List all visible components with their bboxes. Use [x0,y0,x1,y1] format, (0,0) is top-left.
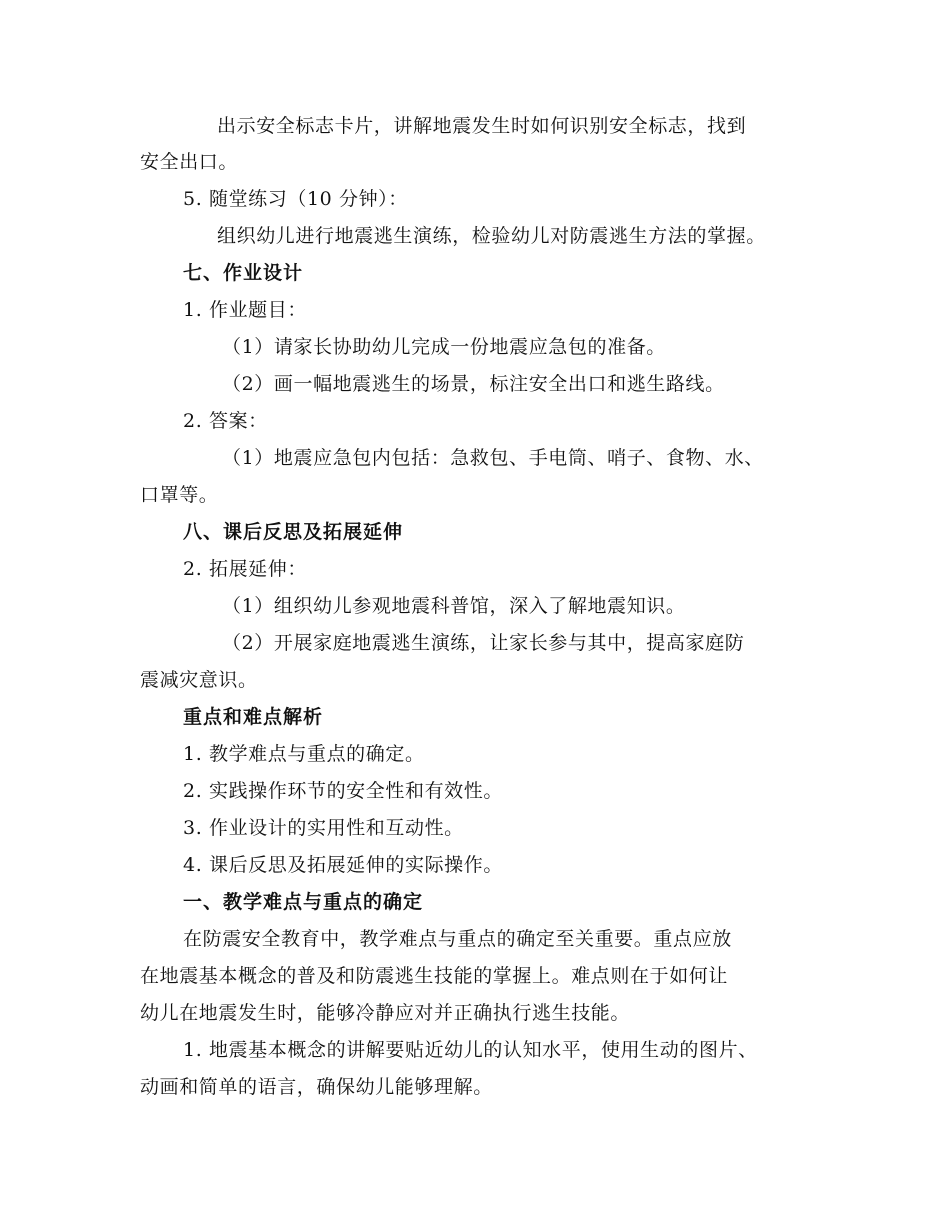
section-heading: 八、课后反思及拓展延伸 [183,521,404,543]
paragraph-line: 在防震安全教育中，教学难点与重点的确定至关重要。重点应放 [183,928,732,950]
list-item: 3. 作业设计的实用性和互动性。 [183,817,464,839]
list-item: 4. 课后反思及拓展延伸的实际操作。 [183,854,503,876]
sub-list-item: （2）画一幅地震逃生的场景，标注安全出口和逃生路线。 [222,373,725,395]
section-heading: 一、教学难点与重点的确定 [183,891,424,913]
text-line: 震减灾意识。 [140,669,258,691]
section-heading: 七、作业设计 [183,262,304,284]
text-line: 安全出口。 [140,151,239,173]
list-item: 1. 作业题目： [183,299,307,321]
list-item: 1. 地震基本概念的讲解要贴近幼儿的认知水平，使用生动的图片、 [183,1039,758,1061]
text-line: 组织幼儿进行地震逃生演练，检验幼儿对防震逃生方法的掌握。 [217,225,766,247]
list-item: 2. 实践操作环节的安全性和有效性。 [183,780,503,802]
list-item: 5. 随堂练习（10 分钟）： [183,188,408,210]
list-item: 2. 答案： [183,410,268,432]
sub-list-item: （1）组织幼儿参观地震科普馆，深入了解地震知识。 [222,595,686,617]
list-item: 2. 拓展延伸： [183,558,307,580]
list-item: 1. 教学难点与重点的确定。 [183,743,425,765]
section-heading: 重点和难点解析 [183,706,324,728]
paragraph-line: 在地震基本概念的普及和防震逃生技能的掌握上。难点则在于如何让 [140,965,729,987]
text-line: 动画和简单的语言，确保幼儿能够理解。 [140,1076,493,1098]
text-line: 出示安全标志卡片，讲解地震发生时如何识别安全标志，找到 [217,115,747,137]
sub-list-item: （2）开展家庭地震逃生演练，让家长参与其中，提高家庭防 [222,632,745,654]
sub-list-item: （1）请家长协助幼儿完成一份地震应急包的准备。 [222,336,666,358]
sub-list-item: （1）地震应急包内包括：急救包、手电筒、哨子、食物、水、 [222,447,764,469]
text-line: 口罩等。 [140,484,219,506]
paragraph-line: 幼儿在地震发生时，能够冷静应对并正确执行逃生技能。 [140,1002,631,1024]
